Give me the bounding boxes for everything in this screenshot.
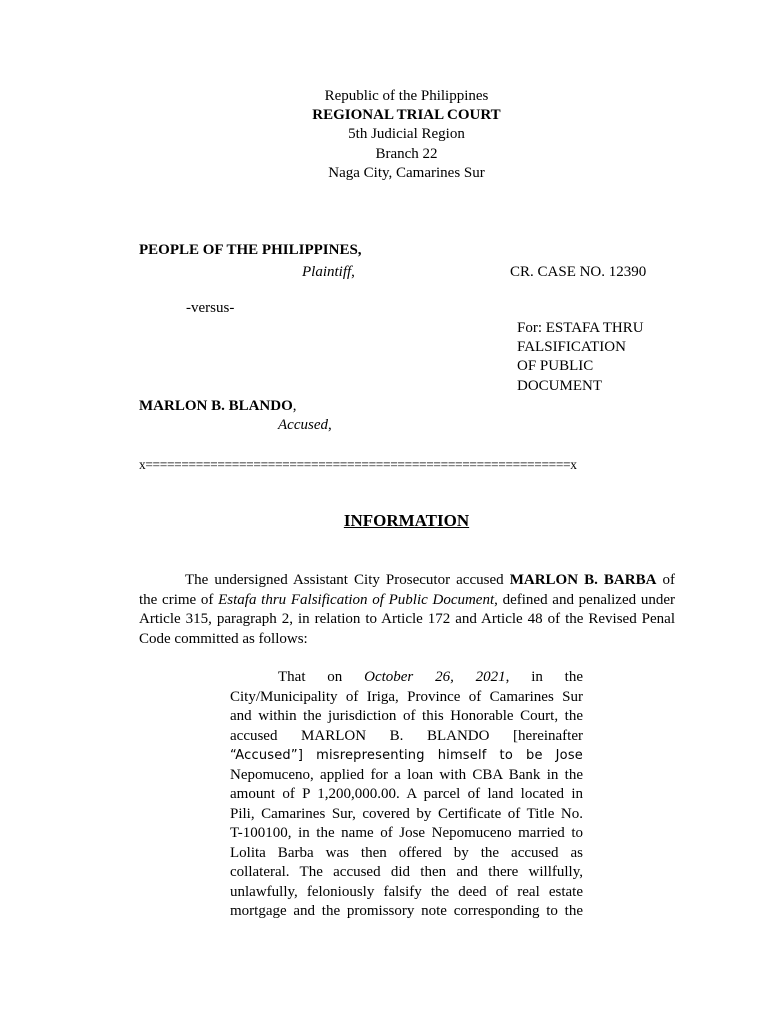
header-court: REGIONAL TRIAL COURT	[312, 107, 501, 123]
intro-part2: of the crime of	[139, 572, 676, 608]
allegation-line: Lolita Barba was then offered by the accused as	[230, 844, 583, 861]
plaintiff-name: PEOPLE OF THE PHILIPPINES,	[139, 242, 362, 258]
accused-label	[139, 397, 297, 416]
offense-line: FALSIFICATION	[517, 339, 626, 355]
header-city: Naga City, Camarines Sur	[328, 165, 485, 181]
allegation-line: accused MARLON B. BLANDO [hereinafter	[230, 727, 583, 744]
allegation-line: collateral. The accused did then and there willfully,	[230, 864, 583, 880]
allegation-that: That on	[278, 669, 365, 685]
plaintiff-role: Plaintiff	[302, 264, 352, 280]
intro-crime: Estafa thru Falsification of Public Document	[218, 591, 495, 608]
allegation-line: mortgage and the promissory note corresponding to the	[230, 903, 583, 919]
allegation-line	[230, 668, 583, 688]
allegation-line: amount of P 1,200,000.00. A parcel of land located in	[230, 786, 583, 802]
allegation-line: T-100100, in the name of Jose Nepomuceno married to	[230, 825, 583, 841]
allegation-line: Pili, Camarines Sur, covered by Certificate of Title No.	[230, 805, 583, 822]
header-region: 5th Judicial Region	[348, 126, 465, 142]
document-title: INFORMATION	[343, 511, 470, 530]
case-number: CR. CASE NO. 12390	[510, 264, 647, 280]
accused-role-label	[278, 416, 332, 435]
intro-part1: The undersigned Assistant City Prosecutor accused	[185, 572, 510, 588]
allegation-line: Nepomuceno, applied for a loan with CBA Bank in the	[230, 766, 583, 783]
allegation-line: and within the jurisdiction of this Honorable Court, the	[230, 708, 583, 724]
versus-label: -versus-	[186, 300, 235, 316]
plaintiff-comma: ,	[351, 264, 355, 280]
header-republic: Republic of the Philippines	[324, 88, 489, 104]
allegation-in-the: , in the	[505, 669, 583, 685]
plaintiff-label	[302, 263, 355, 282]
offense-line: For: ESTAFA THRU	[517, 320, 644, 336]
intro-paragraph	[139, 571, 675, 649]
offense-line: DOCUMENT	[517, 378, 602, 394]
accused-role-comma: ,	[327, 417, 332, 433]
allegation-date: October 26, 2021	[364, 669, 506, 685]
accused-role: Accused	[278, 417, 328, 433]
intro-accused: MARLON B. BARBA	[509, 572, 657, 588]
allegation-line: unlawfully, feloniously falsify the deed of real estate	[230, 883, 583, 900]
allegation-block	[230, 668, 583, 922]
allegation-line: “Accused”] misrepresenting himself to be Jose	[230, 748, 583, 763]
offense-line: OF PUBLIC	[517, 358, 594, 374]
accused-name: MARLON B. BLANDO	[139, 398, 293, 414]
intro-part3: , defined and penalized under Article 315, paragraph 2, in relation to Article 172 and Article 48 of the Revised Penal Code committed as follows:	[139, 591, 675, 647]
accused-comma: ,	[292, 398, 297, 414]
allegation-line: City/Municipality of Iriga, Province of Camarines Sur	[230, 688, 583, 705]
header-branch: Branch 22	[375, 146, 438, 162]
caption-separator: x===========================================================x	[139, 457, 577, 472]
